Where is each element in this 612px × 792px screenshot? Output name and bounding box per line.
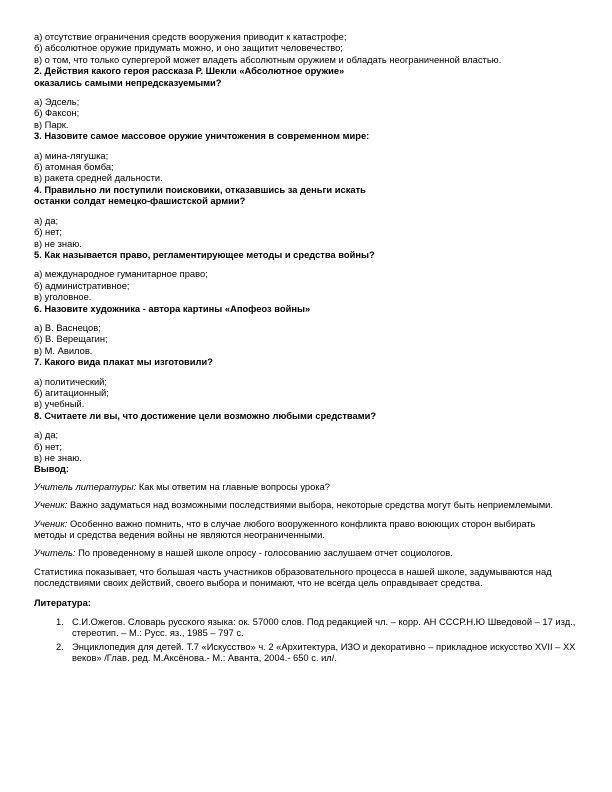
question-block (34, 250, 580, 304)
dialogue-paragraph (34, 519, 580, 542)
question-block (34, 131, 580, 185)
answer-line: б) В. Верещагин; (34, 334, 108, 345)
question-title: 3. Назовите самое массовое оружие уничтожения в современном мире: (34, 131, 370, 142)
speaker-text: По проведенному в нашей школе опросу - голосованию заслушаем отчет социологов. (75, 548, 453, 559)
answer-line: б) Факсон; (34, 108, 80, 119)
dialogue-section (34, 482, 580, 590)
dialogue-paragraph (34, 500, 580, 511)
answer-line: в) ракета средней дальности. (34, 173, 163, 184)
speaker-role: Ученик: (34, 500, 68, 511)
answer-line: б) агитационный; (34, 387, 109, 398)
literature-item (34, 642, 580, 665)
answer-line: в) уголовное. (34, 292, 92, 303)
question-title: 7. Какого вида плакат мы изготовили? (34, 357, 213, 368)
answer-line: в) о том, что только супергерой может владеть абсолютным оружием и обладать неограниченной властью. (34, 54, 502, 65)
question-title: 4. Правильно ли поступили поисковики, отказавшись за деньги искать (34, 184, 366, 195)
answer-line: а) отсутствие ограничения средств вооружения приводит к катастрофе; (34, 32, 347, 42)
document-page (34, 32, 580, 667)
question-block (34, 411, 580, 465)
question-title: 6. Назовите художника - автора картины «Апофеоз войны» (34, 303, 311, 314)
literature-section (34, 598, 580, 665)
question-block (34, 66, 580, 131)
answer-line: б) нет; (34, 227, 62, 238)
question-block (34, 304, 580, 358)
speaker-role: Учитель литературы: (34, 481, 137, 492)
dialogue-paragraph (34, 482, 580, 493)
answer-line: а) международное гуманитарное право; (34, 269, 208, 280)
speaker-text: Особенно важно помнить, что в случае любого вооруженного конфликта право воюющих сторон выбирать методы и средства ведения войны не являются неограниченными. (34, 518, 536, 541)
answer-line: в) учебный. (34, 399, 85, 410)
answer-line: а) мина-лягушка; (34, 150, 109, 161)
speaker-role: Учитель: (34, 548, 76, 559)
answer-line: а) да; (34, 430, 59, 441)
conclusion-heading: Вывод: (34, 464, 69, 475)
answer-line: а) В. Васнецов; (34, 322, 101, 333)
answer-line: в) не знаю. (34, 453, 82, 463)
answer-line: а) Эдсель; (34, 97, 80, 108)
literature-list (34, 617, 580, 665)
question-title: останки солдат немецко-фашистской армии? (34, 196, 246, 207)
literature-item-text: С.И.Ожегов. Словарь русского языка: ок. 57000 слов. Под редакцией чл. – корр. АН СССР.Н.Ю Шведовой – 17 изд., стереотип. – М.: Русс. яз., 1985 – 797 с. (72, 617, 576, 639)
literature-item (34, 617, 580, 640)
literature-heading: Литература: (34, 597, 91, 608)
question-title: 8. Считаете ли вы, что достижение цели возможно любыми средствами? (34, 410, 377, 421)
speaker-role: Ученик: (34, 518, 68, 529)
answer-line: в) М. Авилов. (34, 345, 93, 356)
answer-line: б) атомная бомба; (34, 162, 114, 173)
question-block (34, 357, 580, 411)
answer-line: в) Парк. (34, 119, 69, 130)
answer-line: б) абсолютное оружие придумать можно, и оно защитит человечество; (34, 43, 343, 54)
answer-line: в) не знаю. (34, 238, 82, 249)
answer-line: б) нет; (34, 441, 62, 452)
question-1-answers (34, 32, 580, 66)
answer-line: а) политический; (34, 376, 107, 387)
speaker-text: Важно задуматься над возможными последствиями выбора, некоторые средства могут быть неприемлемыми. (67, 500, 553, 511)
speaker-text: Как мы ответим на главные вопросы урока? (136, 481, 330, 492)
literature-item-number: 2. (56, 641, 64, 652)
answer-line: а) да; (34, 215, 59, 226)
question-title: 5. Как называется право, регламентирующее методы и средства войны? (34, 249, 375, 260)
question-block (34, 185, 580, 250)
literature-item-number: 1. (56, 617, 64, 628)
answer-line: б) административное; (34, 280, 130, 291)
literature-item-text: Энциклопедия для детей. Т.7 «Искусство» ч. 2 «Архитектура, ИЗО и декоративно – прикладное искусство XVII – XX веков» /Глав. ред. М.Аксёнова.- М.: Аванта, 2004.- 650 с. ил/. (72, 641, 576, 664)
question-title: оказались самыми непредсказуемыми? (34, 77, 222, 88)
statistics-paragraph: Статистика показывает, что большая часть участников образовательного процесса в нашей школе, задумываются над последствиями своих действий, своего выбора и понимают, что не всегда цель оправдывает средства. (34, 566, 552, 589)
question-title: 2. Действия какого героя рассказа Р. Шекли «Абсолютное оружие» (34, 66, 345, 77)
dialogue-paragraph (34, 548, 580, 559)
